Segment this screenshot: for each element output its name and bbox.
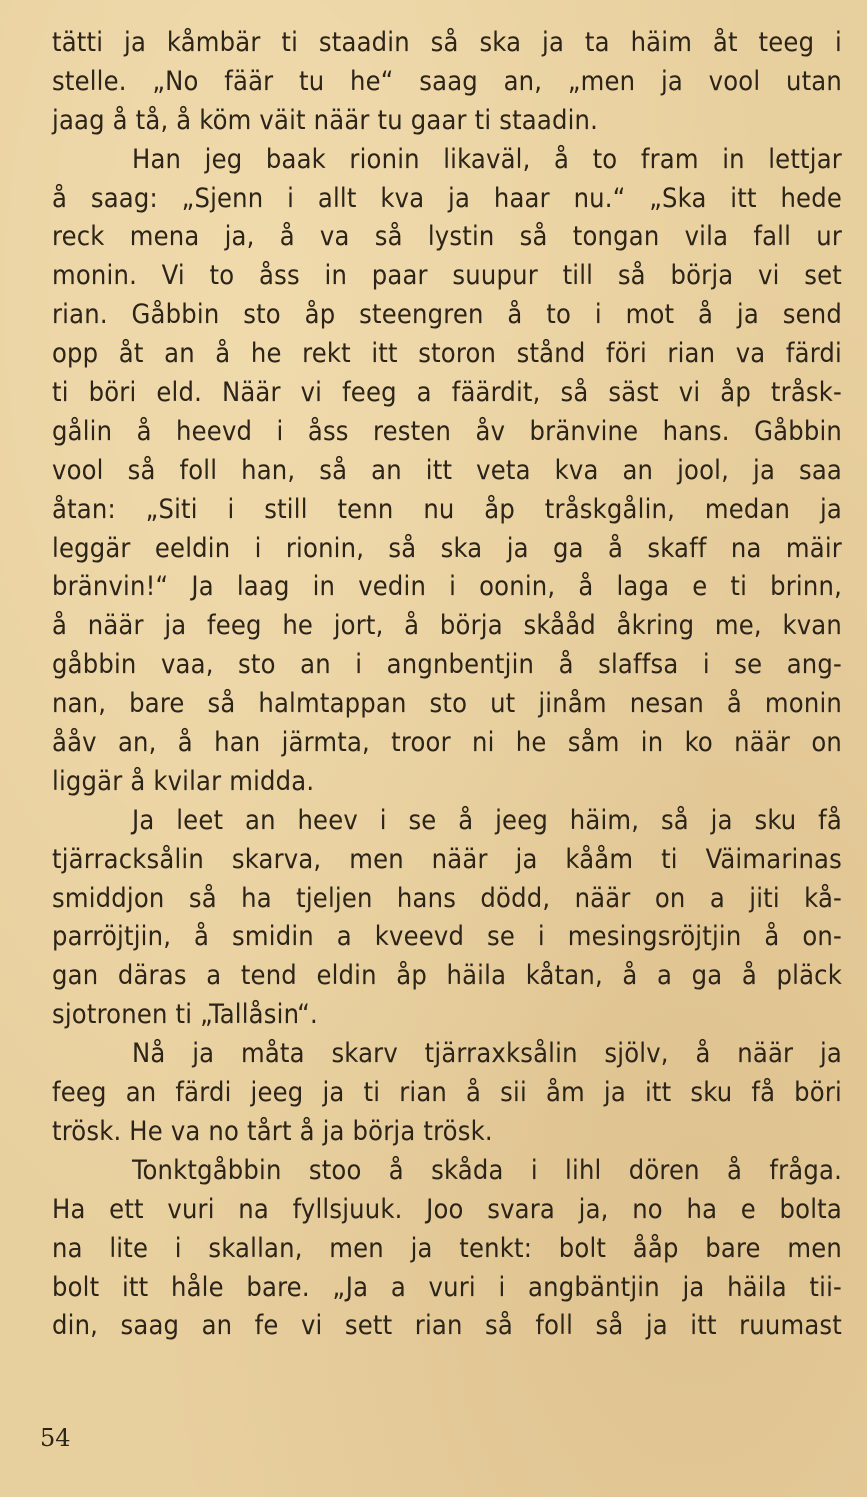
text-line: liggär å kvilar midda.	[52, 765, 315, 797]
text-line: reck mena ja, å va så lystin så tongan vila fall ur	[52, 221, 842, 253]
text-line: vool så foll han, så an itt veta kva an jool, ja saa	[52, 454, 842, 486]
text-line: na lite i skallan, men ja tenkt: bolt ååp bare men	[52, 1232, 842, 1264]
text-line: Nå ja måta skarv tjärraxksålin sjölv, å näär ja	[132, 1038, 842, 1070]
text-line: ti böri eld. Näär vi feeg a fäärdit, så säst vi åp tråsk-	[52, 377, 842, 409]
text-line: ååv an, å han järmta, troor ni he såm in ko näär on	[52, 727, 842, 759]
body-text	[52, 24, 842, 1346]
text-line: leggär eeldin i rionin, så ska ja ga å skaff na mäir	[52, 532, 842, 564]
text-line: smiddjon så ha tjeljen hans dödd, näär on a jiti kå-	[52, 882, 842, 914]
text-line: opp åt an å he rekt itt storon stånd föri rian va färdi	[52, 338, 842, 370]
text-line: bolt itt håle bare. „Ja a vuri i angbäntjin ja häila tii-	[52, 1271, 842, 1303]
text-line: bränvin!“ Ja laag in vedin i oonin, å laga e ti brinn,	[52, 571, 842, 603]
text-line: din, saag an fe vi sett rian så foll så ja itt ruumast	[52, 1310, 842, 1342]
text-line: stelle. „No fäär tu he“ saag an, „men ja vool utan	[52, 65, 842, 97]
text-line: parröjtjin, å smidin a kveevd se i mesingsröjtjin å on-	[52, 921, 842, 953]
text-line: feeg an färdi jeeg ja ti rian å sii åm ja itt sku få böri	[52, 1077, 842, 1109]
text-line: gålin å heevd i åss resten åv bränvine hans. Gåbbin	[52, 415, 842, 447]
text-line: Ja leet an heev i se å jeeg häim, så ja sku få	[132, 804, 842, 836]
text-line: tätti ja kåmbär ti staadin så ska ja ta häim åt teeg i	[52, 27, 842, 58]
text-line: å saag: „Sjenn i allt kva ja haar nu.“ „Ska itt hede	[52, 182, 842, 214]
text-line: åtan: „Siti i still tenn nu åp tråskgålin, medan ja	[52, 493, 842, 525]
text-line: gåbbin vaa, sto an i angnbentjin å slaffsa i se ang-	[52, 649, 842, 681]
text-line: Han jeg baak rionin likaväl, å to fram in lettjar	[132, 143, 842, 175]
text-line: gan däras a tend eldin åp häila kåtan, å a ga å pläck	[52, 960, 842, 992]
text-line: trösk. He va no tårt å ja börja trösk.	[52, 1115, 493, 1147]
text-line: jaag å tå, å köm väit näär tu gaar ti staadin.	[52, 104, 599, 136]
text-line: monin. Vi to åss in paar suupur till så börja vi set	[52, 260, 842, 292]
text-line: sjotronen ti „Tallåsin“.	[52, 999, 318, 1031]
text-line: tjärracksålin skarva, men näär ja kååm ti Väimarinas	[52, 843, 842, 875]
text-line: rian. Gåbbin sto åp steengren å to i mot å ja send	[52, 299, 842, 331]
text-line: nan, bare så halmtappan sto ut jinåm nesan å monin	[52, 688, 842, 720]
text-line: å näär ja feeg he jort, å börja skååd åkring me, kvan	[52, 610, 842, 642]
page-number: 54	[40, 1424, 71, 1452]
text-line: Tonktgåbbin stoo å skåda i lihl dören å fråga.	[132, 1154, 842, 1186]
text-line: Ha ett vuri na fyllsjuuk. Joo svara ja, no ha e bolta	[52, 1193, 842, 1225]
